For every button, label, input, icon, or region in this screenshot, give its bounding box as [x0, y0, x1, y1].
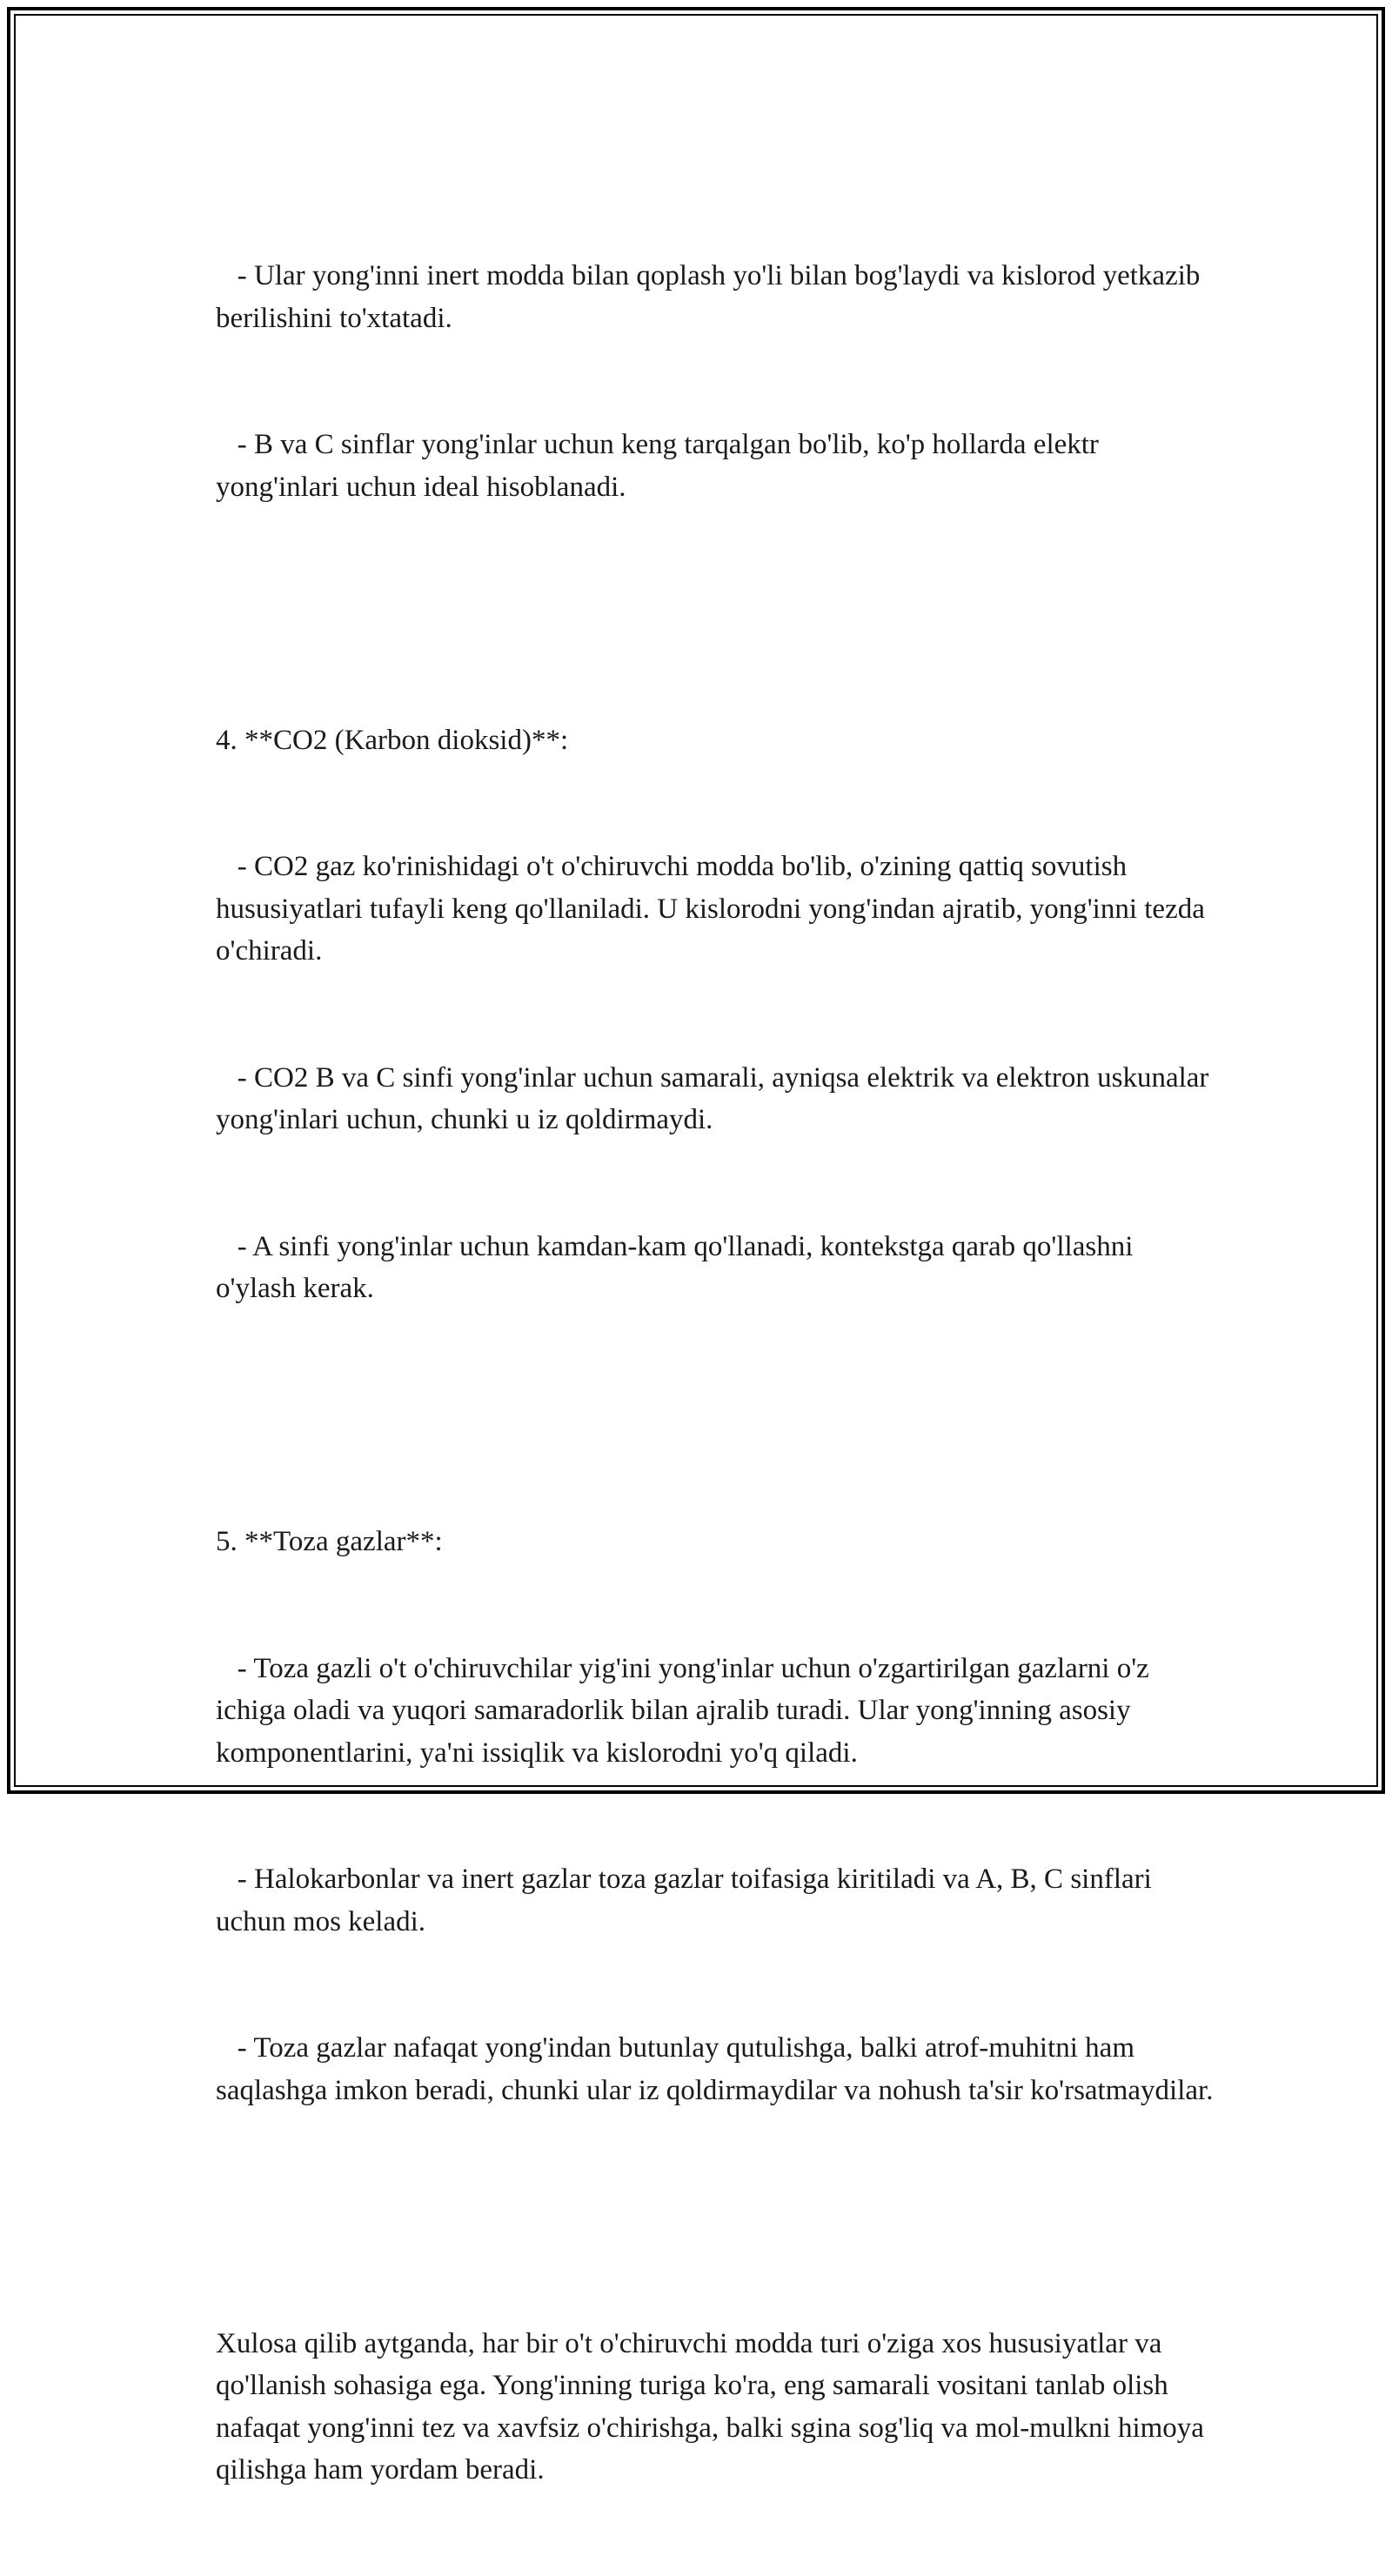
- bullet-co2-class-a: - A sinfi yong'inlar uchun kamdan-kam qo'llanadi, kontekstga qarab qo'llashni o'ylash kerak.: [216, 1230, 1141, 1304]
- bullet-co2-description: - CO2 gaz ko'rinishidagi o't o'chiruvchi modda bo'lib, o'zining qattiq sovutish hususiyatlari tufayli keng qo'llaniladi. U kislorodni yong'indan ajratib, yong'inni tezda o'chiradi.: [216, 851, 1213, 967]
- bullet-bc-classes: - B va C sinflar yong'inlar uchun keng tarqalgan bo'lib, ko'p hollarda elektr yong'inlari uchun ideal hisoblanadi.: [216, 429, 1107, 503]
- section-heading-co2: 4. **CO2 (Karbon dioksid)**:: [216, 724, 569, 756]
- document-body: [216, 171, 1216, 2576]
- bullet-clean-gas-description: - Toza gazli o't o'chiruvchilar yig'ini yong'inlar uchun o'zgartirilgan gazlarni o'z ichiga oladi va yuqori samaradorlik bilan ajralib turadi. Ular yong'inning asosiy komponentlarini, ya'ni issiqlik va kislorodni yo'q qiladi.: [216, 1652, 1157, 1769]
- bullet-halocarbons: - Halokarbonlar va inert gazlar toza gazlar toifasiga kiritiladi va A, B, C sinflari uchun mos keladi.: [216, 1863, 1160, 1937]
- blank-line: [216, 2196, 1216, 2238]
- bullet-inert-coverage: - Ular yong'inni inert modda bilan qoplash yo'li bilan bog'laydi va kislorod yetkazib berilishini to'xtatadi.: [216, 260, 1208, 334]
- conclusion-paragraph: Xulosa qilib aytganda, har bir o't o'chiruvchi modda turi o'ziga xos hususiyatlar va qo'llanish sohasiga ega. Yong'inning turiga ko'ra, eng samarali vositani tanlab olish nafaqat yong'inni tez va xavfsiz o'chirishga, balki sgina sog'liq va mol-mulkni himoya qilishga ham yordam beradi.: [216, 2327, 1212, 2486]
- section-heading-clean-gases: 5. **Toza gazlar**:: [216, 1526, 443, 1557]
- blank-line: [216, 592, 1216, 635]
- bullet-co2-effective: - CO2 B va C sinfi yong'inlar uchun samarali, ayniqsa elektrik va elektron uskunalar yong'inlari uchun, chunki u iz qoldirmaydi.: [216, 1061, 1216, 1135]
- page-frame: [7, 7, 1385, 2486]
- blank-line: [216, 1395, 1216, 1437]
- bullet-clean-gas-environment: - Toza gazlar nafaqat yong'indan butunlay qutulishga, balki atrof-muhitni ham saqlashga imkon beradi, chunki ular iz qoldirmaydilar va nohush ta'sir ko'rsatmaydilar.: [216, 2032, 1214, 2106]
